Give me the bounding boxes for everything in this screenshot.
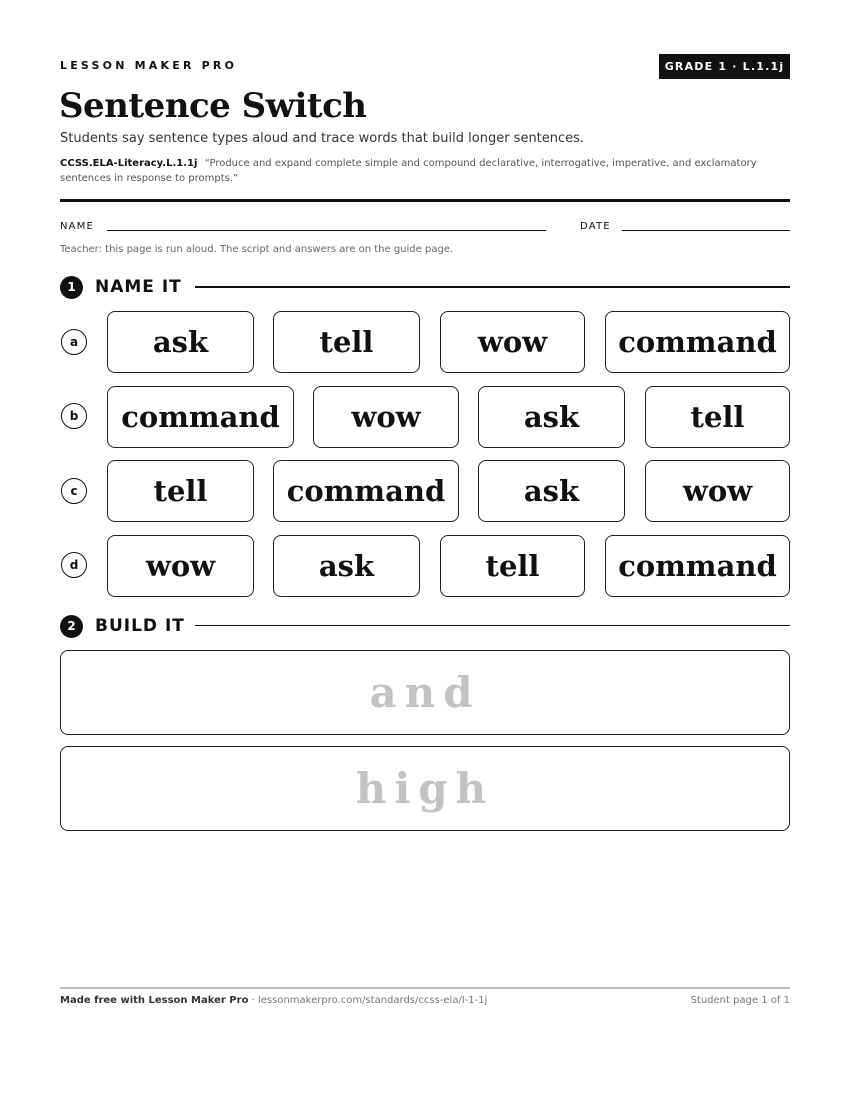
trace-word-box[interactable]: high (60, 746, 790, 831)
date-field[interactable] (622, 230, 790, 231)
name-field[interactable] (107, 230, 546, 231)
footer-url[interactable]: · lessonmakerpro.com/standards/ccss-ela/l-1-1j (248, 995, 488, 1006)
date-label: DATE (580, 221, 611, 232)
row-letter-a: a (61, 329, 87, 355)
section-number-badge: 2 (60, 615, 83, 638)
standard-code: CCSS.ELA-Literacy.L.1.1j (60, 158, 198, 169)
word-card[interactable]: ask (478, 460, 625, 522)
brand-name: LESSON MAKER PRO (60, 59, 238, 72)
standard-description (60, 156, 780, 186)
row-letter-d: d (61, 552, 87, 578)
name-label: NAME (60, 221, 95, 232)
header-divider (60, 199, 790, 202)
section-rule (195, 625, 790, 626)
row-letter-b: b (61, 403, 87, 429)
section-number-badge: 1 (60, 276, 83, 299)
word-card[interactable]: tell (645, 386, 790, 448)
grade-badge: GRADE 1 · L.1.1j (659, 54, 790, 79)
word-card[interactable]: command (605, 535, 790, 597)
word-card[interactable]: command (273, 460, 459, 522)
word-card[interactable]: tell (273, 311, 420, 373)
section-title: NAME IT (95, 277, 182, 297)
section-rule (195, 286, 790, 288)
page-title: Sentence Switch (59, 86, 367, 126)
section-build-it-heading (60, 614, 185, 638)
word-card[interactable]: command (605, 311, 790, 373)
page-subtitle: Students say sentence types aloud and trace words that build longer sentences. (60, 131, 585, 146)
footer-made-with: Made free with Lesson Maker Pro (60, 995, 249, 1006)
footer-page-number: Student page 1 of 1 (690, 995, 790, 1006)
trace-word-box[interactable]: and (60, 650, 790, 735)
standard-text: “Produce and expand complete simple and compound declarative, interrogative, imperative, and exclamatory sentences in response to prompts.” (60, 158, 757, 184)
word-card[interactable]: ask (478, 386, 625, 448)
section-name-it-heading (60, 275, 182, 299)
footer-divider (60, 987, 790, 989)
word-card[interactable]: wow (440, 311, 585, 373)
word-card[interactable]: ask (107, 311, 254, 373)
word-card[interactable]: wow (107, 535, 254, 597)
section-title: BUILD IT (95, 616, 185, 636)
word-card[interactable]: ask (273, 535, 420, 597)
footer-credit (60, 995, 487, 1006)
teacher-note: Teacher: this page is run aloud. The script and answers are on the guide page. (60, 244, 454, 255)
word-card[interactable]: wow (313, 386, 459, 448)
row-letter-c: c (61, 478, 87, 504)
word-card[interactable]: tell (107, 460, 254, 522)
word-card[interactable]: wow (645, 460, 790, 522)
word-card[interactable]: tell (440, 535, 585, 597)
word-card[interactable]: command (107, 386, 294, 448)
